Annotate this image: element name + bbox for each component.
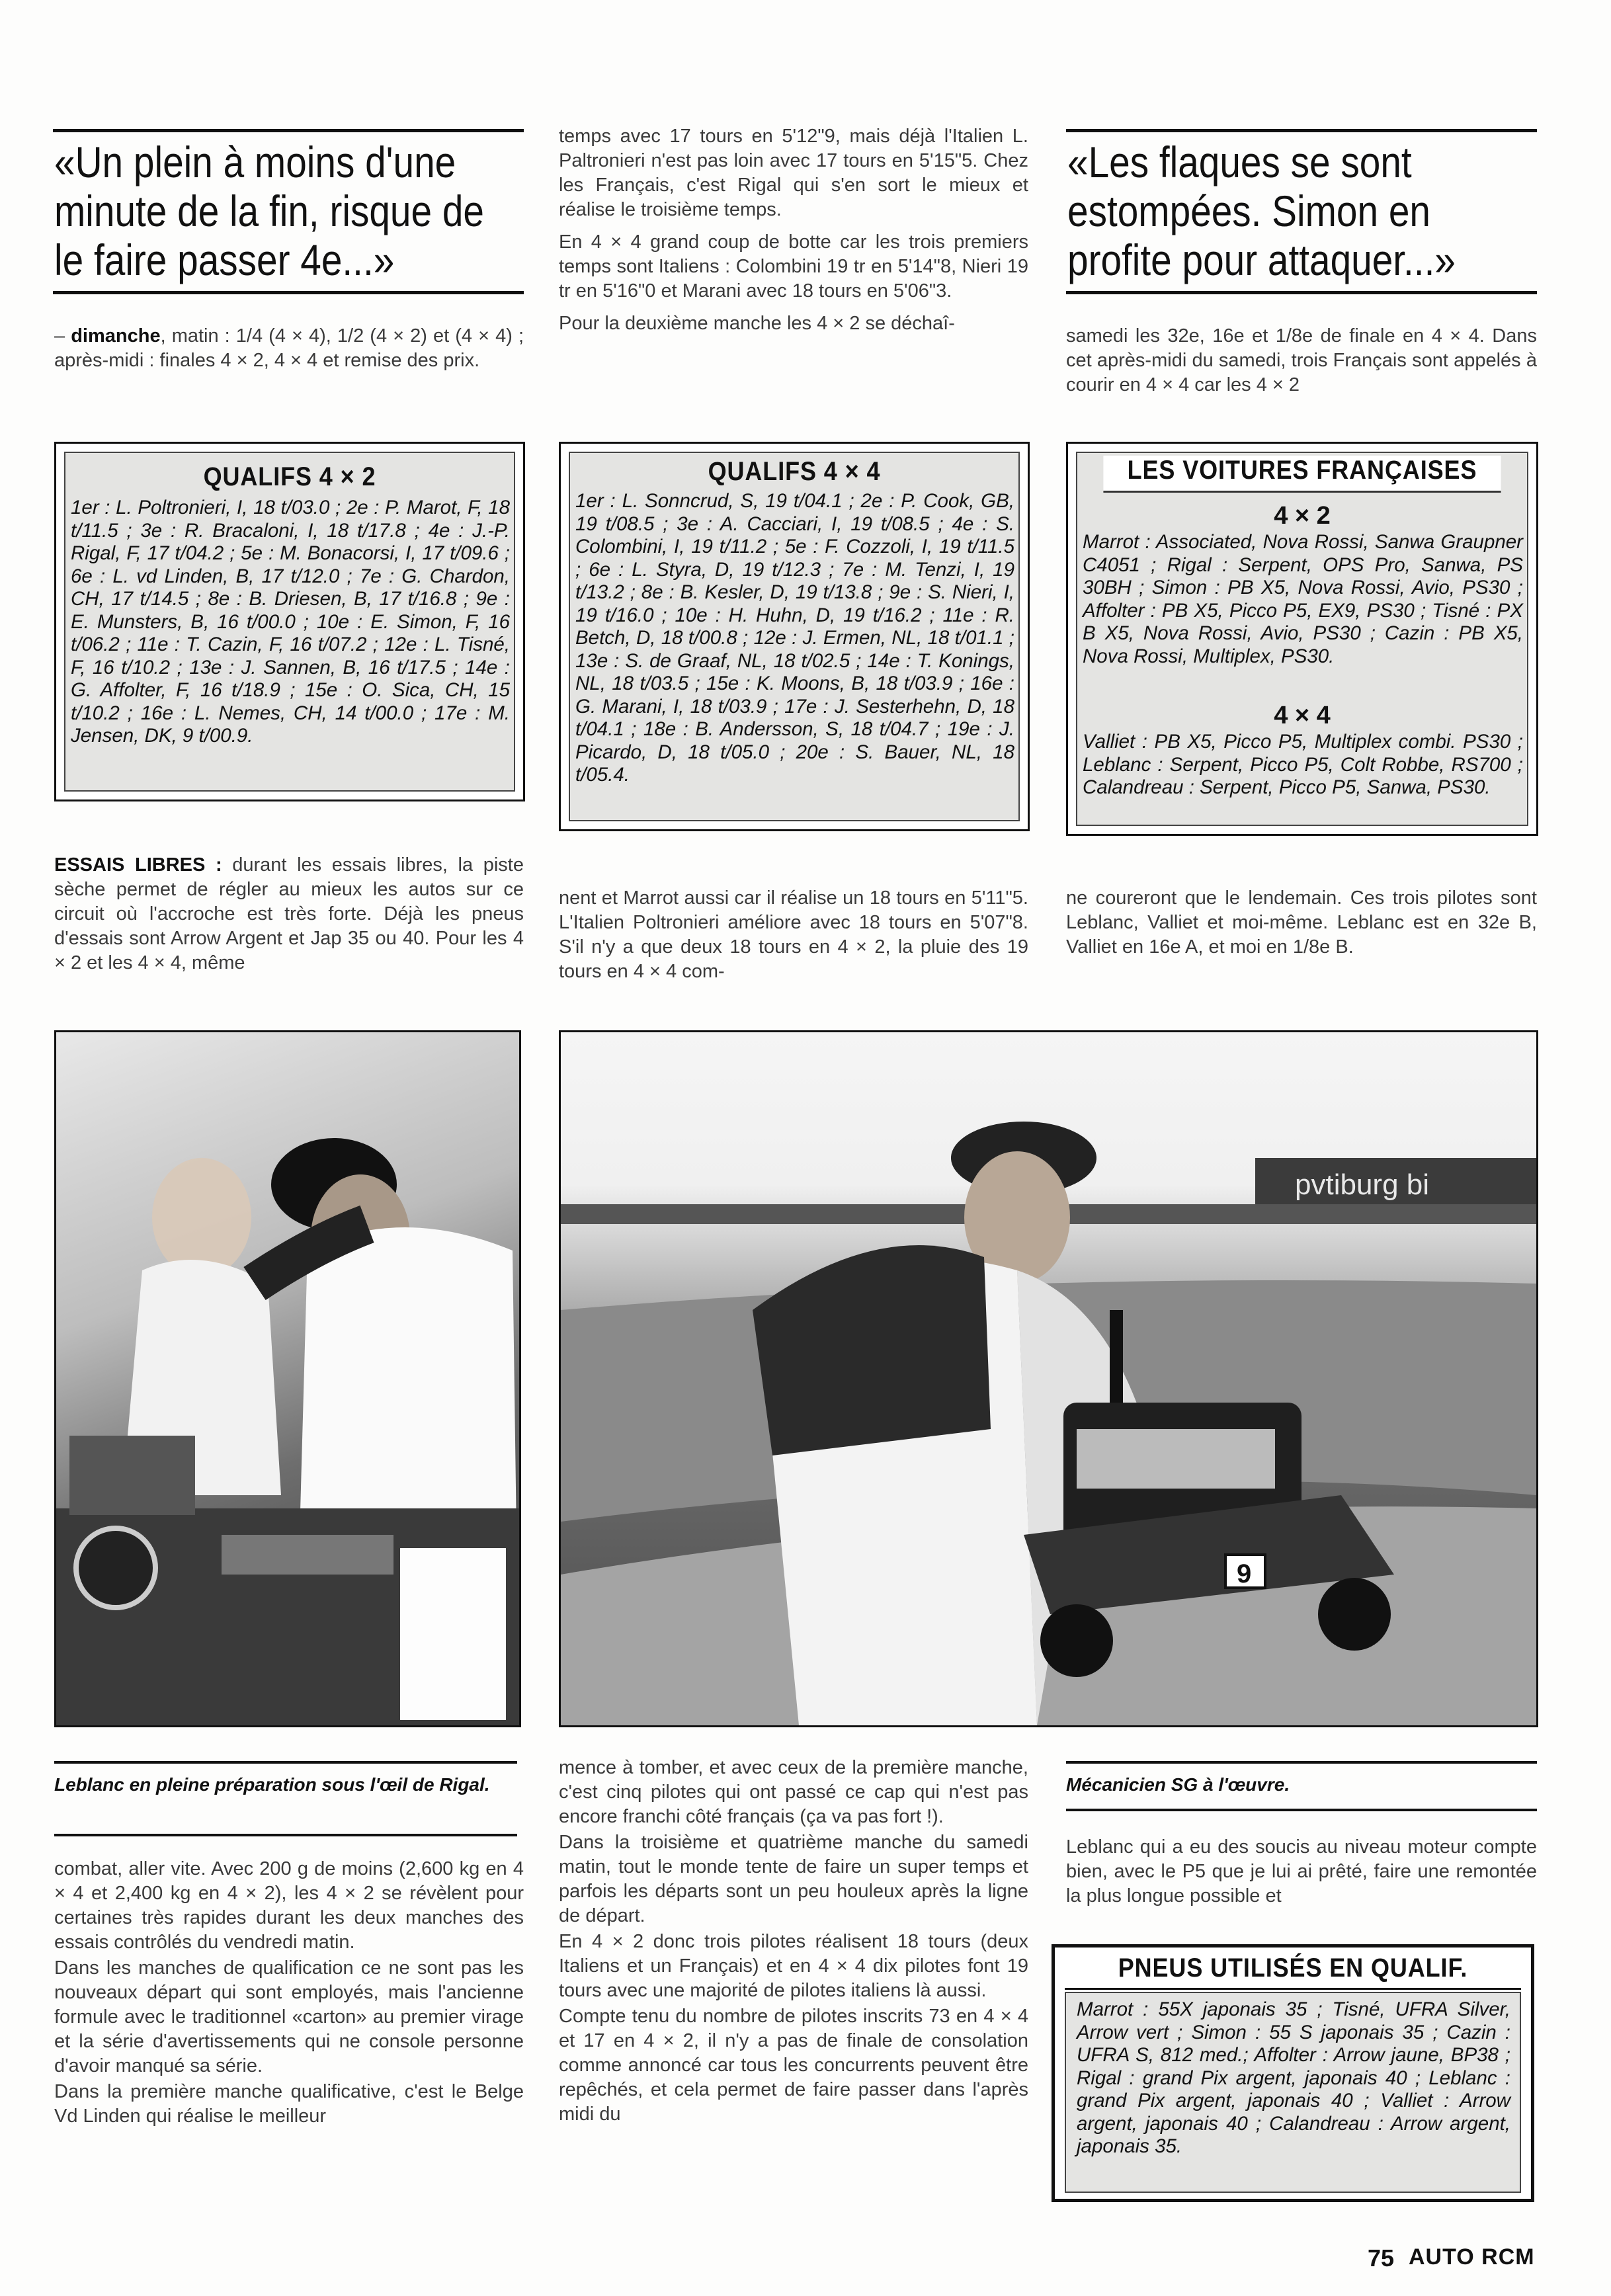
col3-bottom-text	[1066, 1835, 1537, 1916]
caption-left-top-rule	[54, 1761, 517, 1764]
dimanche-rest: , matin : 1/4 (4 × 4), 1/2 (4 × 2) et (4 × 4) ; après-midi : finales 4 × 2, 4 × 4 et remise des prix.	[54, 325, 524, 371]
voitures-4x2-heading: 4 × 2	[1274, 502, 1331, 530]
pull-quote-left	[54, 138, 484, 284]
qualifs-4x4-box	[559, 442, 1030, 831]
car-number: 9	[1237, 1559, 1252, 1588]
col2-mid-paragraph: nent et Marrot aussi car il réalise un 18 tours en 5'11"5. L'Italien Poltronieri améliore avec 18 tours en 5'07"8. S'il n'y a que deux 18 tours en 4 × 2, la pluie des 19 tours en 4 × 4 com-	[559, 887, 1028, 982]
col1-mid-text	[54, 853, 524, 983]
caption-left: Leblanc en pleine préparation sous l'œil de Rigal.	[54, 1774, 490, 1795]
pull-quote-left-line: minute de la fin, risque de	[54, 186, 484, 235]
col2-top-text	[559, 124, 1028, 344]
quote-left-top-rule	[53, 129, 524, 132]
col3-bottom-paragraph: Leblanc qui a eu des soucis au niveau moteur compte bien, avec le P5 que je lui ai prêté, faire une remontée la plus longue possible et	[1066, 1836, 1537, 1906]
pull-quote-right-line: profite pour attaquer...»	[1067, 235, 1456, 284]
pull-quote-right	[1067, 138, 1456, 284]
col2-top-paragraph: temps avec 17 tours en 5'12"9, mais déjà l'Italien L. Paltronieri n'est pas loin avec 17 tours en 5'15"5. Chez les Français, c'est Rigal qui s'en sort le mieux et réalise le troisième temps.	[559, 126, 1028, 220]
pull-quote-left-line: le faire passer 4e...»	[54, 235, 395, 284]
pneus-title: PNEUS UTILISÉS EN QUALIF.	[1118, 1953, 1468, 1983]
workshop-scene-illustration	[56, 1032, 519, 1725]
col1-bottom-paragraph: Dans les manches de qualification ce ne sont pas les nouveaux départ qui sont employés, mais l'ancienne formule avec le traditionnel «carton» au premier virage et la série d'avertissements qui ne console personne d'avoir manqué sa série.	[54, 1957, 524, 2076]
voitures-4x4-list: Valliet : PB X5, Picco P5, Multiplex combi. PS30 ; Leblanc : Serpent, Picco P5, Colt Robbe, RS700 ; Calandreau : Serpent, Picco P5, Sanwa, PS30.	[1083, 731, 1523, 798]
photo-mecanicien-sg	[559, 1030, 1538, 1727]
pneus-utilises-box	[1052, 1944, 1534, 2202]
page-number: 75	[1368, 2244, 1395, 2272]
dimanche-bold: dimanche	[71, 325, 161, 347]
quote-left-bottom-rule	[53, 291, 524, 294]
pull-quote-right-line: «Les flaques se sont	[1067, 138, 1412, 186]
track-banner-text: pvtiburg bi	[1295, 1168, 1430, 1201]
voitures-4x4-heading: 4 × 4	[1274, 702, 1331, 729]
pneus-list: Marrot : 55X japonais 35 ; Tisné, UFRA Silver, Arrow vert ; Simon : 55 S japonais 35 ; Cazin : UFRA S, 812 med.; Affolter : Arrow jaune, BP38 ; Rigal : grand Pix argent, japonais 40 ; Leblanc : grand Pix argent, japonais 40 ; Valliet : Arrow argent, japonais 40 ; Calandreau : Arrow argent, japonais 35.	[1077, 1998, 1510, 2157]
col2-bottom-paragraph: Dans la troisième et quatrième manche du samedi matin, tout le monde tente de faire un super temps et parfois les départs sont un peu houleux après la ligne de départ.	[559, 1832, 1028, 1926]
qualifs-4x2-title: QUALIFS 4 × 2	[203, 462, 376, 491]
col1-bottom-paragraph: Dans la première manche qualificative, c'est le Belge Vd Linden qui réalise le meilleur	[54, 2081, 524, 2127]
photo-leblanc-preparation	[54, 1030, 521, 1727]
col1-bottom-text	[54, 1857, 524, 2137]
col2-top-paragraph: En 4 × 4 grand coup de botte car les trois premiers temps sont Italiens : Colombini 19 tr en 5'14"8, Nieri 19 tr en 5'16"0 et Marani avec 18 tours en 5'06"3.	[559, 231, 1028, 302]
col3-top-text	[1066, 324, 1537, 405]
qualifs-4x2-box	[54, 442, 525, 801]
caption-right-bottom-rule	[1066, 1809, 1537, 1811]
essais-libres-bold: ESSAIS LIBRES :	[54, 854, 222, 876]
caption-right: Mécanicien SG à l'œuvre.	[1066, 1774, 1290, 1795]
dash: –	[54, 325, 71, 347]
col2-bottom-paragraph: En 4 × 2 donc trois pilotes réalisent 18 tours (deux Italiens et un Français) et en 4 × 4 dix pilotes font 19 tours avec une majorité de pilotes italiens là aussi.	[559, 1931, 1028, 2001]
col2-top-paragraph: Pour la deuxième manche les 4 × 2 se déchaî-	[559, 313, 955, 334]
col3-mid-paragraph: ne coureront que le lendemain. Ces trois pilotes sont Leblanc, Valliet et moi-même. Leblanc est en 32e B, Valliet en 16e A, et moi en 1/8e B.	[1066, 887, 1537, 958]
caption-right-top-rule	[1066, 1761, 1537, 1764]
col1-top-text	[54, 324, 524, 381]
col1-bottom-paragraph: combat, aller vite. Avec 200 g de moins (2,600 kg en 4 × 4 et 2,400 kg en 4 × 2), les 4 × 2 se révèlent pour certaines très rapides durant les deux manches des essais contrôlés du vendredi matin.	[54, 1858, 524, 1953]
qualifs-4x4-title: QUALIFS 4 × 4	[708, 457, 881, 486]
col2-mid-text	[559, 886, 1028, 992]
quote-right-top-rule	[1066, 129, 1537, 132]
track-scene-illustration	[561, 1032, 1536, 1725]
magazine-name: AUTO RCM	[1409, 2244, 1535, 2270]
quote-right-bottom-rule	[1066, 291, 1537, 294]
col2-bottom-paragraph: mence à tomber, et avec ceux de la première manche, c'est cinq pilotes qui ont passé ce cap qui n'est pas encore franchi côté français (ça va pas fort !).	[559, 1757, 1028, 1827]
col3-mid-text	[1066, 886, 1537, 967]
voitures-4x2-list: Marrot : Associated, Nova Rossi, Sanwa Graupner C4051 ; Rigal : Serpent, OPS Pro, Sanwa, PS 30BH ; Simon : PB X5, Nova Rossi, Avio, PS30 ; Affolter : PB X5, Picco P5, EX9, PS30 ; Tisné : PX B X5, Nova Rossi, Avio, PS30 ; Cazin : PB X5, Nova Rossi, Multiplex, PS30.	[1083, 531, 1523, 667]
qualifs-4x4-results: 1er : L. Sonncrud, S, 19 t/04.1 ; 2e : P. Cook, GB, 19 t/08.5 ; 3e : A. Cacciari, I, 19 t/08.5 ; 4e : S. Colombini, I, 19 t/11.2 ; 5e : F. Cozzoli, I, 19 t/11.5 ; 6e : L. Styra, D, 19 t/12.3 ; 7e : M. Tenzi, I, 19 t/13.2 ; 8e : B. Kesler, D, 19 t/13.8 ; 9e : S. Nieri, I, 19 t/16.0 ; 10e : H. Huhn, D, 19 t/16.2 ; 11e : R. Betch, D, 18 t/00.8 ; 12e : J. Ermen, NL, 18 t/01.1 ; 13e : S. de Graaf, NL, 18 t/02.5 ; 14e : T. Konings, NL, 18 t/03.5 ; 15e : K. Moons, B, 18 t/03.9 ; 16e : G. Marani, I, 18 t/03.9 ; 17e : J. Sesterhehn, D, 18 t/04.1 ; 18e : B. Andersson, S, 18 t/04.7 ; 19e : J. Picardo, D, 18 t/05.0 ; 20e : S. Bauer, NL, 18 t/05.4.	[575, 490, 1014, 786]
essais-libres-text: durant les essais libres, la piste sèche permet de régler au mieux les autos sur ce circuit où l'accroche est très forte. Déjà les pneus d'essais sont Arrow Argent et Jap 35 ou 40. Pour les 4 × 2 et les 4 × 4, même	[54, 854, 524, 973]
caption-left-bottom-rule	[54, 1834, 517, 1836]
pull-quote-left-line: «Un plein à moins d'une	[54, 138, 456, 186]
voitures-title: LES VOITURES FRANÇAISES	[1103, 456, 1501, 493]
qualifs-4x2-results: 1er : L. Poltronieri, I, 18 t/03.0 ; 2e : P. Marot, F, 18 t/11.5 ; 3e : R. Bracaloni, I, 18 t/17.8 ; 4e : J.-P. Rigal, F, 17 t/04.2 ; 5e : M. Bonacorsi, I, 17 t/09.6 ; 6e : L. vd Linden, B, 17 t/12.0 ; 7e : G. Chardon, CH, 17 t/14.5 ; 8e : B. Driesen, B, 17 t/16.8 ; 9e : E. Munsters, B, 16 t/00.0 ; 10e : E. Simon, F, 16 t/06.2 ; 11e : T. Cazin, F, 16 t/07.2 ; 12e : L. Tisné, F, 16 t/10.2 ; 13e : J. Sannen, B, 16 t/17.5 ; 14e : G. Affolter, F, 16 t/18.9 ; 15e : O. Sica, CH, 15 t/10.2 ; 16e : L. Nemes, CH, 14 t/00.0 ; 17e : M. Jensen, DK, 9 t/00.9.	[71, 497, 510, 747]
col2-bottom-paragraph: Compte tenu du nombre de pilotes inscrits 73 en 4 × 4 et 17 en 4 × 2, il n'y a pas de finale de consolation comme annoncé car tous les concurrents peuvent être repêchés, et cela permet de faire passer dans l'après midi du	[559, 2006, 1028, 2125]
col3-top-paragraph: samedi les 32e, 16e et 1/8e de finale en 4 × 4. Dans cet après-midi du samedi, trois Français sont appelés à courir en 4 × 4 car les 4 × 2	[1066, 325, 1537, 395]
pull-quote-right-line: estompées. Simon en	[1067, 186, 1430, 235]
voitures-francaises-box	[1066, 442, 1538, 836]
col2-bottom-text	[559, 1756, 1028, 2135]
